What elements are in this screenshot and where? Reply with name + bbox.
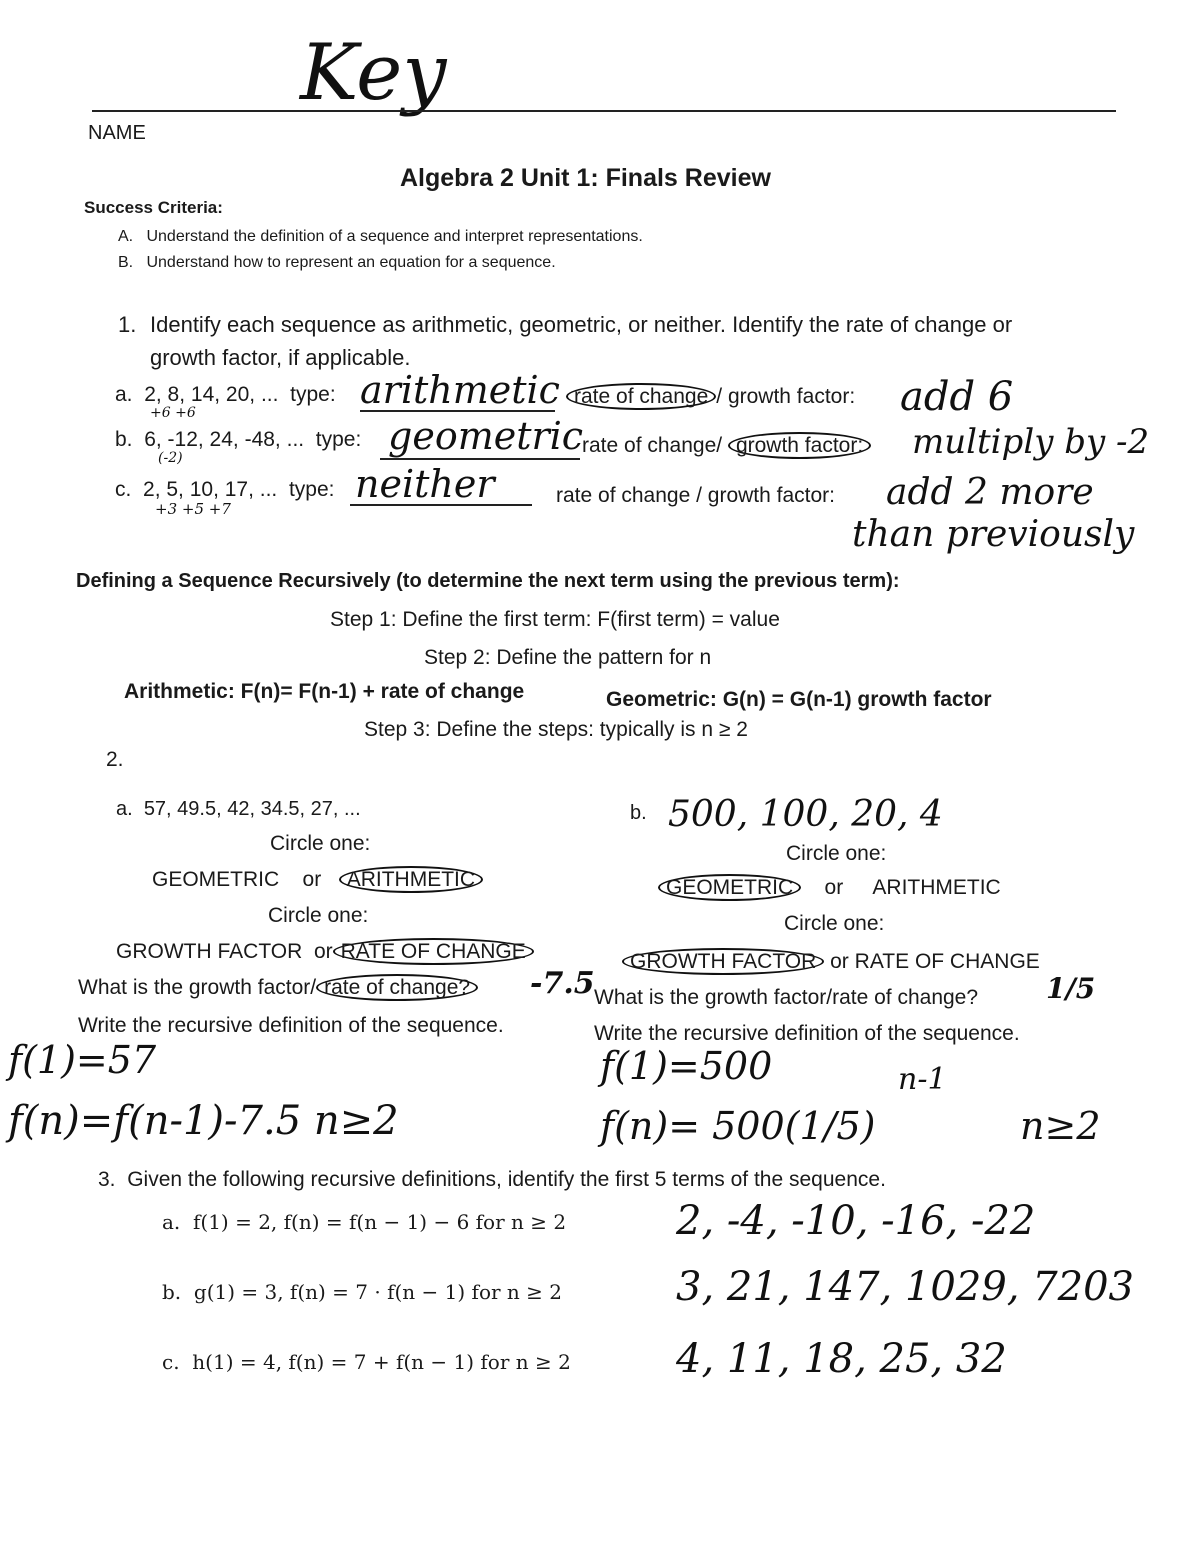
step-1: Step 1: Define the first term: F(first term) = value <box>330 608 780 631</box>
q1-c-value: add 2 more <box>886 472 1094 513</box>
option-rate-of-change: RATE OF CHANGE <box>854 950 1040 973</box>
q3-b-def <box>162 1280 562 1304</box>
option-growth-factor-circled: GROWTH FACTOR <box>622 948 824 975</box>
q2-b-circle-one-1: Circle one: <box>786 842 887 865</box>
q2-a-circle-one-2: Circle one: <box>268 904 369 927</box>
option-geometric-circled: GEOMETRIC <box>658 874 801 901</box>
q1-b-answer: geometric <box>388 414 584 458</box>
q2-b-kind-options <box>622 950 1040 974</box>
row-letter: b. <box>115 428 133 451</box>
row-letter: c. <box>115 478 132 501</box>
q2-number: 2. <box>106 748 124 771</box>
type-label: type: <box>288 478 335 501</box>
q3-number: 3. <box>98 1168 116 1191</box>
row-letter: a. <box>116 798 133 820</box>
or-label: or <box>313 940 333 963</box>
q1-a-value: add 6 <box>900 374 1014 420</box>
name-line <box>92 110 1116 112</box>
q2-a-sequence <box>116 798 361 821</box>
q1-number: 1. <box>118 312 137 337</box>
sequence: 2, 5, 10, 17, ... <box>143 478 278 501</box>
q3-prompt: Given the following recursive definitions, identify the first 5 terms of the sequence. <box>127 1168 886 1191</box>
rate-of-change-label: rate of change <box>556 484 691 507</box>
row-letter: a. <box>115 383 133 406</box>
growth-factor-circled: growth factor: <box>728 432 871 459</box>
sequence: 2, 8, 14, 20, ... <box>144 383 279 406</box>
q2-b-hw-exponent: n-1 <box>898 1062 947 1097</box>
definition: g(1) = 3, f(n) = 7 · f(n − 1) for n ≥ 2 <box>193 1280 562 1304</box>
q1-c-answer: neither <box>355 462 495 506</box>
q2-a-circle-one-1: Circle one: <box>270 832 371 855</box>
q1-b-value: multiply by -2 <box>912 422 1150 462</box>
row-letter: c. <box>162 1350 180 1374</box>
q3-a-answer: 2, -4, -10, -16, -22 <box>676 1198 1036 1244</box>
q1-a-answer: arithmetic <box>360 368 560 412</box>
definition: h(1) = 4, f(n) = 7 + f(n − 1) for n ≥ 2 <box>192 1350 571 1374</box>
growth-factor-label: growth factor: <box>727 385 856 408</box>
q2-a-type-options <box>152 868 483 892</box>
option-growth-factor: GROWTH FACTOR <box>116 940 303 963</box>
criteria-letter: A. <box>118 228 134 245</box>
type-label: type: <box>315 428 362 451</box>
q2-b-hw-line2: f(n)= 500(1/5) <box>600 1104 876 1148</box>
or-label: or <box>830 950 849 973</box>
geometric-formula: Geometric: G(n) = G(n-1) growth factor <box>606 688 992 711</box>
criteria-text: Understand how to represent an equation for a sequence. <box>146 254 556 271</box>
q3-c-def <box>162 1350 571 1374</box>
q3-a-def <box>162 1210 566 1234</box>
rate-of-change-circled: rate of change <box>566 383 716 410</box>
q1-b-line <box>380 458 580 460</box>
q2-a-kind-options <box>116 940 534 964</box>
q2-b-sequence: 500, 100, 20, 4 <box>668 794 943 835</box>
q1-a-line <box>360 410 555 412</box>
q2-a-write: Write the recursive definition of the sequence. <box>78 1014 504 1037</box>
sequence: 57, 49.5, 42, 34.5, 27, ... <box>143 798 361 820</box>
name-handwritten: Key <box>300 28 447 118</box>
option-arithmetic-circled: ARITHMETIC <box>339 866 483 893</box>
q1-row-a <box>115 383 336 407</box>
sequence: 6, -12, 24, -48, ... <box>144 428 305 451</box>
arithmetic-formula: Arithmetic: F(n)= F(n-1) + rate of change <box>124 680 525 703</box>
q1-b-labels: rate of change/ growth factor: <box>582 434 871 458</box>
row-letter: a. <box>162 1210 181 1234</box>
criteria-text: Understand the definition of a sequence and interpret representations. <box>146 228 643 245</box>
growth-factor-label: growth factor: <box>707 484 836 507</box>
q1-row-b <box>115 428 361 452</box>
name-label: NAME <box>88 122 146 144</box>
q2-a-answer: -7.5 <box>530 966 595 1001</box>
q3-c-answer: 4, 11, 18, 25, 32 <box>676 1336 1007 1382</box>
q1-prompt-line2: growth factor, if applicable. <box>150 345 411 370</box>
q2-a-hw-line2: f(n)=f(n-1)-7.5 n≥2 <box>8 1098 399 1144</box>
q1-prompt-line1: Identify each sequence as arithmetic, geometric, or neither. Identify the rate of change or <box>150 312 1013 337</box>
criteria-item-b <box>118 254 556 272</box>
q1-row-c <box>115 478 334 502</box>
q1-b-note: (-2) <box>158 450 183 466</box>
criteria-letter: B. <box>118 254 134 271</box>
q2-b-circle-one-2: Circle one: <box>784 912 885 935</box>
rate-of-change-circled: rate of change? <box>316 974 478 1001</box>
q1-c-labels: rate of change / growth factor: <box>556 484 836 507</box>
rate-of-change-label: rate of change <box>582 434 717 457</box>
step-3: Step 3: Define the steps: typically is n ≥ 2 <box>364 718 748 741</box>
q1-a-labels: rate of change / growth factor: <box>566 385 855 409</box>
q2-b-hw-line1: f(1)=500 <box>600 1044 773 1088</box>
criteria-heading: Success Criteria: <box>84 198 223 217</box>
q2-b-question: What is the growth factor/rate of change? <box>594 986 979 1009</box>
step-2: Step 2: Define the pattern for n <box>424 646 712 669</box>
question-text: What is the growth factor/ <box>78 976 317 999</box>
type-label: type: <box>290 383 336 406</box>
or-label: or <box>302 868 322 891</box>
page-title: Algebra 2 Unit 1: Finals Review <box>400 164 771 192</box>
criteria-item-a <box>118 228 643 246</box>
q2-b-hw-condition: n≥2 <box>1020 1104 1101 1148</box>
q1-c-line <box>350 504 532 506</box>
option-rate-of-change-circled: RATE OF CHANGE <box>333 938 534 965</box>
q2-a-hw-line1: f(1)=57 <box>8 1038 157 1082</box>
q2-a-question <box>78 976 478 1000</box>
q3-prompt-row <box>98 1168 886 1192</box>
definition: f(1) = 2, f(n) = f(n − 1) − 6 for n ≥ 2 <box>193 1210 567 1234</box>
q1-c-note: +3 +5 +7 <box>155 500 231 518</box>
q3-b-answer: 3, 21, 147, 1029, 7203 <box>676 1264 1135 1310</box>
recursive-heading: Defining a Sequence Recursively (to determine the next term using the previous term): <box>76 570 900 592</box>
q1-c-value2: than previously <box>852 514 1135 555</box>
row-letter: b. <box>162 1280 182 1304</box>
option-arithmetic: ARITHMETIC <box>872 876 1001 899</box>
q1-a-note: +6 +6 <box>150 405 196 421</box>
or-label: or <box>824 876 844 899</box>
q2-b-answer: 1/5 <box>1046 972 1096 1005</box>
option-geometric: GEOMETRIC <box>152 868 280 891</box>
q2-b-write: Write the recursive definition of the sequence. <box>594 1022 1020 1045</box>
q2-b-type-options <box>658 876 1001 900</box>
q2-b-letter: b. <box>630 802 647 824</box>
